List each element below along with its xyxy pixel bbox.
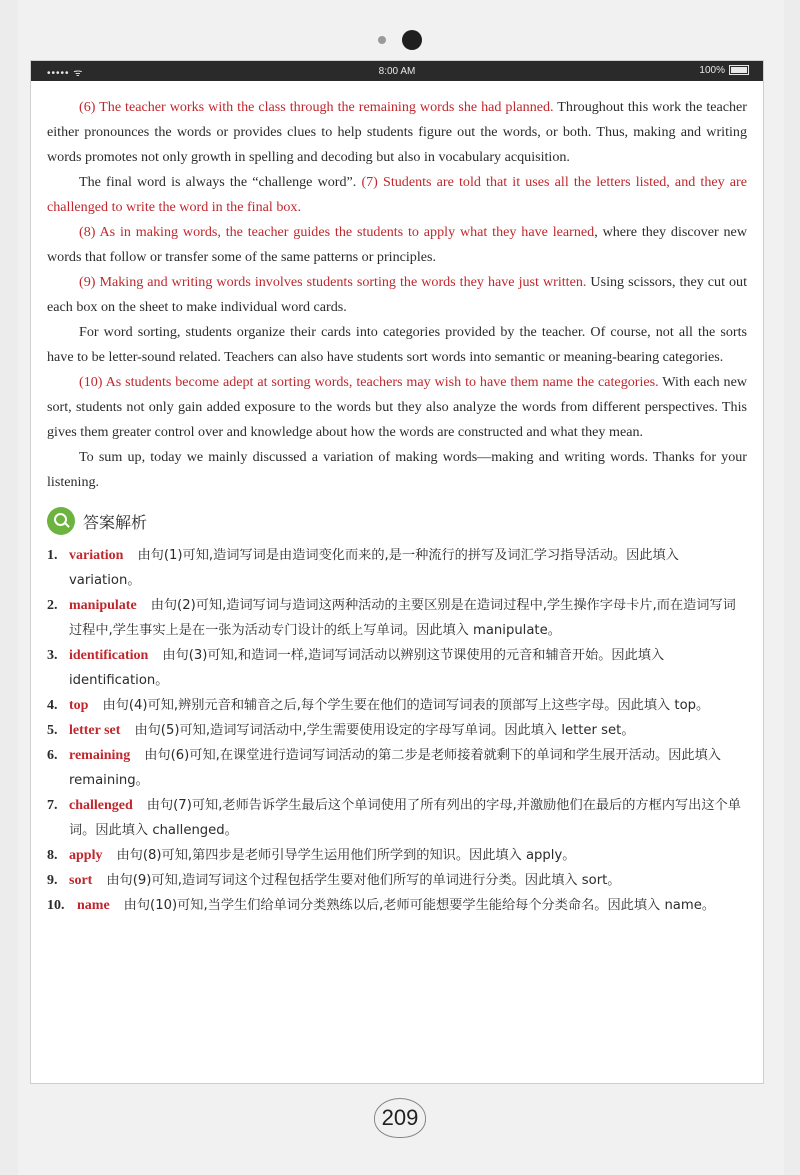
answer-explanation: 由句(1)可知,造词写词是由造词变化而来的,是一种流行的拼写及词汇学习指导活动。因此填入 variation。 (69, 548, 679, 588)
answer-item (47, 868, 747, 893)
answer-body (69, 793, 747, 843)
answer-explanation: 由句(8)可知,第四步是老师引导学生运用他们所学到的知识。因此填入 apply。 (116, 848, 576, 863)
paragraph (47, 320, 747, 370)
answer-number: 9. (47, 873, 58, 888)
paragraph (47, 95, 747, 170)
page-content (31, 81, 763, 918)
status-bar (31, 61, 763, 81)
answer-number: 8. (47, 848, 58, 863)
answer-explanation: 由句(10)可知,当学生们给单词分类熟练以后,老师可能想要学生能给每个分类命名。因此填入 name。 (123, 898, 716, 913)
sentence: To sum up, today we mainly discussed a variation of making words—making and writing words. Thanks for your listening. (47, 449, 747, 490)
answer-item (47, 743, 747, 793)
answer-item (47, 843, 747, 868)
answer-keyword: challenged (69, 798, 133, 813)
answer-item (47, 718, 747, 743)
answer-keyword: identification (69, 648, 149, 663)
answer-number: 1. (47, 548, 58, 563)
highlighted-sentence: (10) As students become adept at sorting words, teachers may wish to have them name the categories. (79, 374, 659, 390)
signal-icon: ••••• ᯤ (47, 68, 84, 79)
answer-body (69, 718, 747, 743)
camera (0, 30, 800, 50)
highlighted-sentence: (7) Students are told that it uses all the letters listed, and they are challenged to write the word in the final box. (47, 174, 747, 215)
answer-keyword: variation (69, 548, 124, 563)
answer-keyword: name (77, 898, 110, 913)
answer-list (47, 543, 747, 918)
answer-explanation: 由句(3)可知,和造词一样,造词写词活动以辨别这节课使用的元音和辅音开始。因此填入 identification。 (69, 648, 665, 688)
answer-item (47, 693, 747, 718)
answer-item (47, 793, 747, 843)
sensor-dot (378, 36, 386, 44)
answer-keyword: apply (69, 848, 103, 863)
battery-label: 100% (699, 65, 725, 76)
answer-body (69, 543, 747, 593)
highlighted-sentence: (8) As in making words, the teacher guides the students to apply what they have learned (79, 224, 595, 240)
answer-explanation: 由句(2)可知,造词写词与造词这两种活动的主要区别是在造词过程中,学生操作字母卡片,而在造词写词过程中,学生事实上是在一张为活动专门设计的纸上写单词。因此填入 manipulate。 (69, 598, 736, 638)
answer-body (69, 743, 747, 793)
answer-number: 3. (47, 648, 58, 663)
answer-body (69, 868, 747, 893)
answer-explanation: 由句(5)可知,造词写词活动中,学生需要使用设定的字母写单词。因此填入 letter set。 (134, 723, 635, 738)
answer-body (69, 643, 747, 693)
answer-explanation: 由句(9)可知,造词写词这个过程包括学生要对他们所写的单词进行分类。因此填入 sort。 (106, 873, 621, 888)
battery-icon (729, 65, 749, 75)
article-text (47, 95, 747, 495)
paragraph (47, 170, 747, 220)
answer-section-header (47, 507, 747, 535)
answer-item (47, 893, 747, 918)
sentence: Using scissors, they cut out each box on the sheet to make individual word cards. (47, 274, 748, 315)
screen (30, 60, 764, 1084)
answer-body (77, 893, 747, 918)
answer-explanation: 由句(4)可知,辨别元音和辅音之后,每个学生要在他们的造词写词表的顶部写上这些字母。因此填入 top。 (102, 698, 710, 713)
sentence: With each new sort, students not only gain added exposure to the words but they also analyze the words from different perspectives. This gives them greater control over and knowledge about how the words are constructed and what they mean. (47, 374, 748, 440)
sentence: For word sorting, students organize their cards into categories provided by the teacher. Of course, not all the sorts have to be letter-sound related. Teachers can also have students sort words into semantic or meaning-bearing categories. (47, 324, 747, 365)
answer-number: 5. (47, 723, 58, 738)
paragraph (47, 370, 747, 445)
answer-keyword: manipulate (69, 598, 137, 613)
answer-keyword: top (69, 698, 89, 713)
sentence: , where they discover new words that follow or transfer some of the same patterns or principles. (47, 224, 747, 265)
answer-item (47, 593, 747, 643)
answer-item (47, 643, 747, 693)
answer-item (47, 543, 747, 593)
paragraph (47, 270, 747, 320)
status-time: 8:00 AM (378, 66, 416, 77)
section-title: 答案解析 (83, 512, 148, 532)
highlighted-sentence: (9) Making and writing words involves students sorting the words they have just written. (79, 274, 587, 290)
answer-body (69, 843, 747, 868)
battery-indicator (699, 65, 749, 76)
magnifier-icon (47, 507, 75, 535)
answer-number: 6. (47, 748, 58, 763)
answer-body (69, 593, 747, 643)
page-number: 209 (370, 1096, 430, 1140)
answer-keyword: letter set (69, 723, 121, 738)
answer-number: 4. (47, 698, 58, 713)
answer-number: 10. (47, 898, 65, 913)
sentence: Throughout this work the teacher either pronounces the words or provides clues to help students figure out the words, or both. Thus, making and writing words promotes not only growth in spelling and decoding but also in vocabulary acquisition. (47, 99, 747, 165)
answer-keyword: sort (69, 873, 93, 888)
answer-explanation: 由句(7)可知,老师告诉学生最后这个单词使用了所有列出的字母,并激励他们在最后的方框内写出这个单词。因此填入 challenged。 (69, 798, 741, 838)
camera-lens (402, 30, 422, 50)
answer-number: 7. (47, 798, 58, 813)
highlighted-sentence: (6) The teacher works with the class through the remaining words she had planned. (79, 99, 554, 115)
answer-explanation: 由句(6)可知,在课堂进行造词写词活动的第二步是老师接着就剩下的单词和学生展开活动。因此填入 remaining。 (69, 748, 721, 788)
answer-body (69, 693, 747, 718)
paragraph (47, 445, 747, 495)
answer-number: 2. (47, 598, 58, 613)
sentence: The final word is always the “challenge word”. (79, 174, 362, 190)
answer-keyword: remaining (69, 748, 131, 763)
paragraph (47, 220, 747, 270)
